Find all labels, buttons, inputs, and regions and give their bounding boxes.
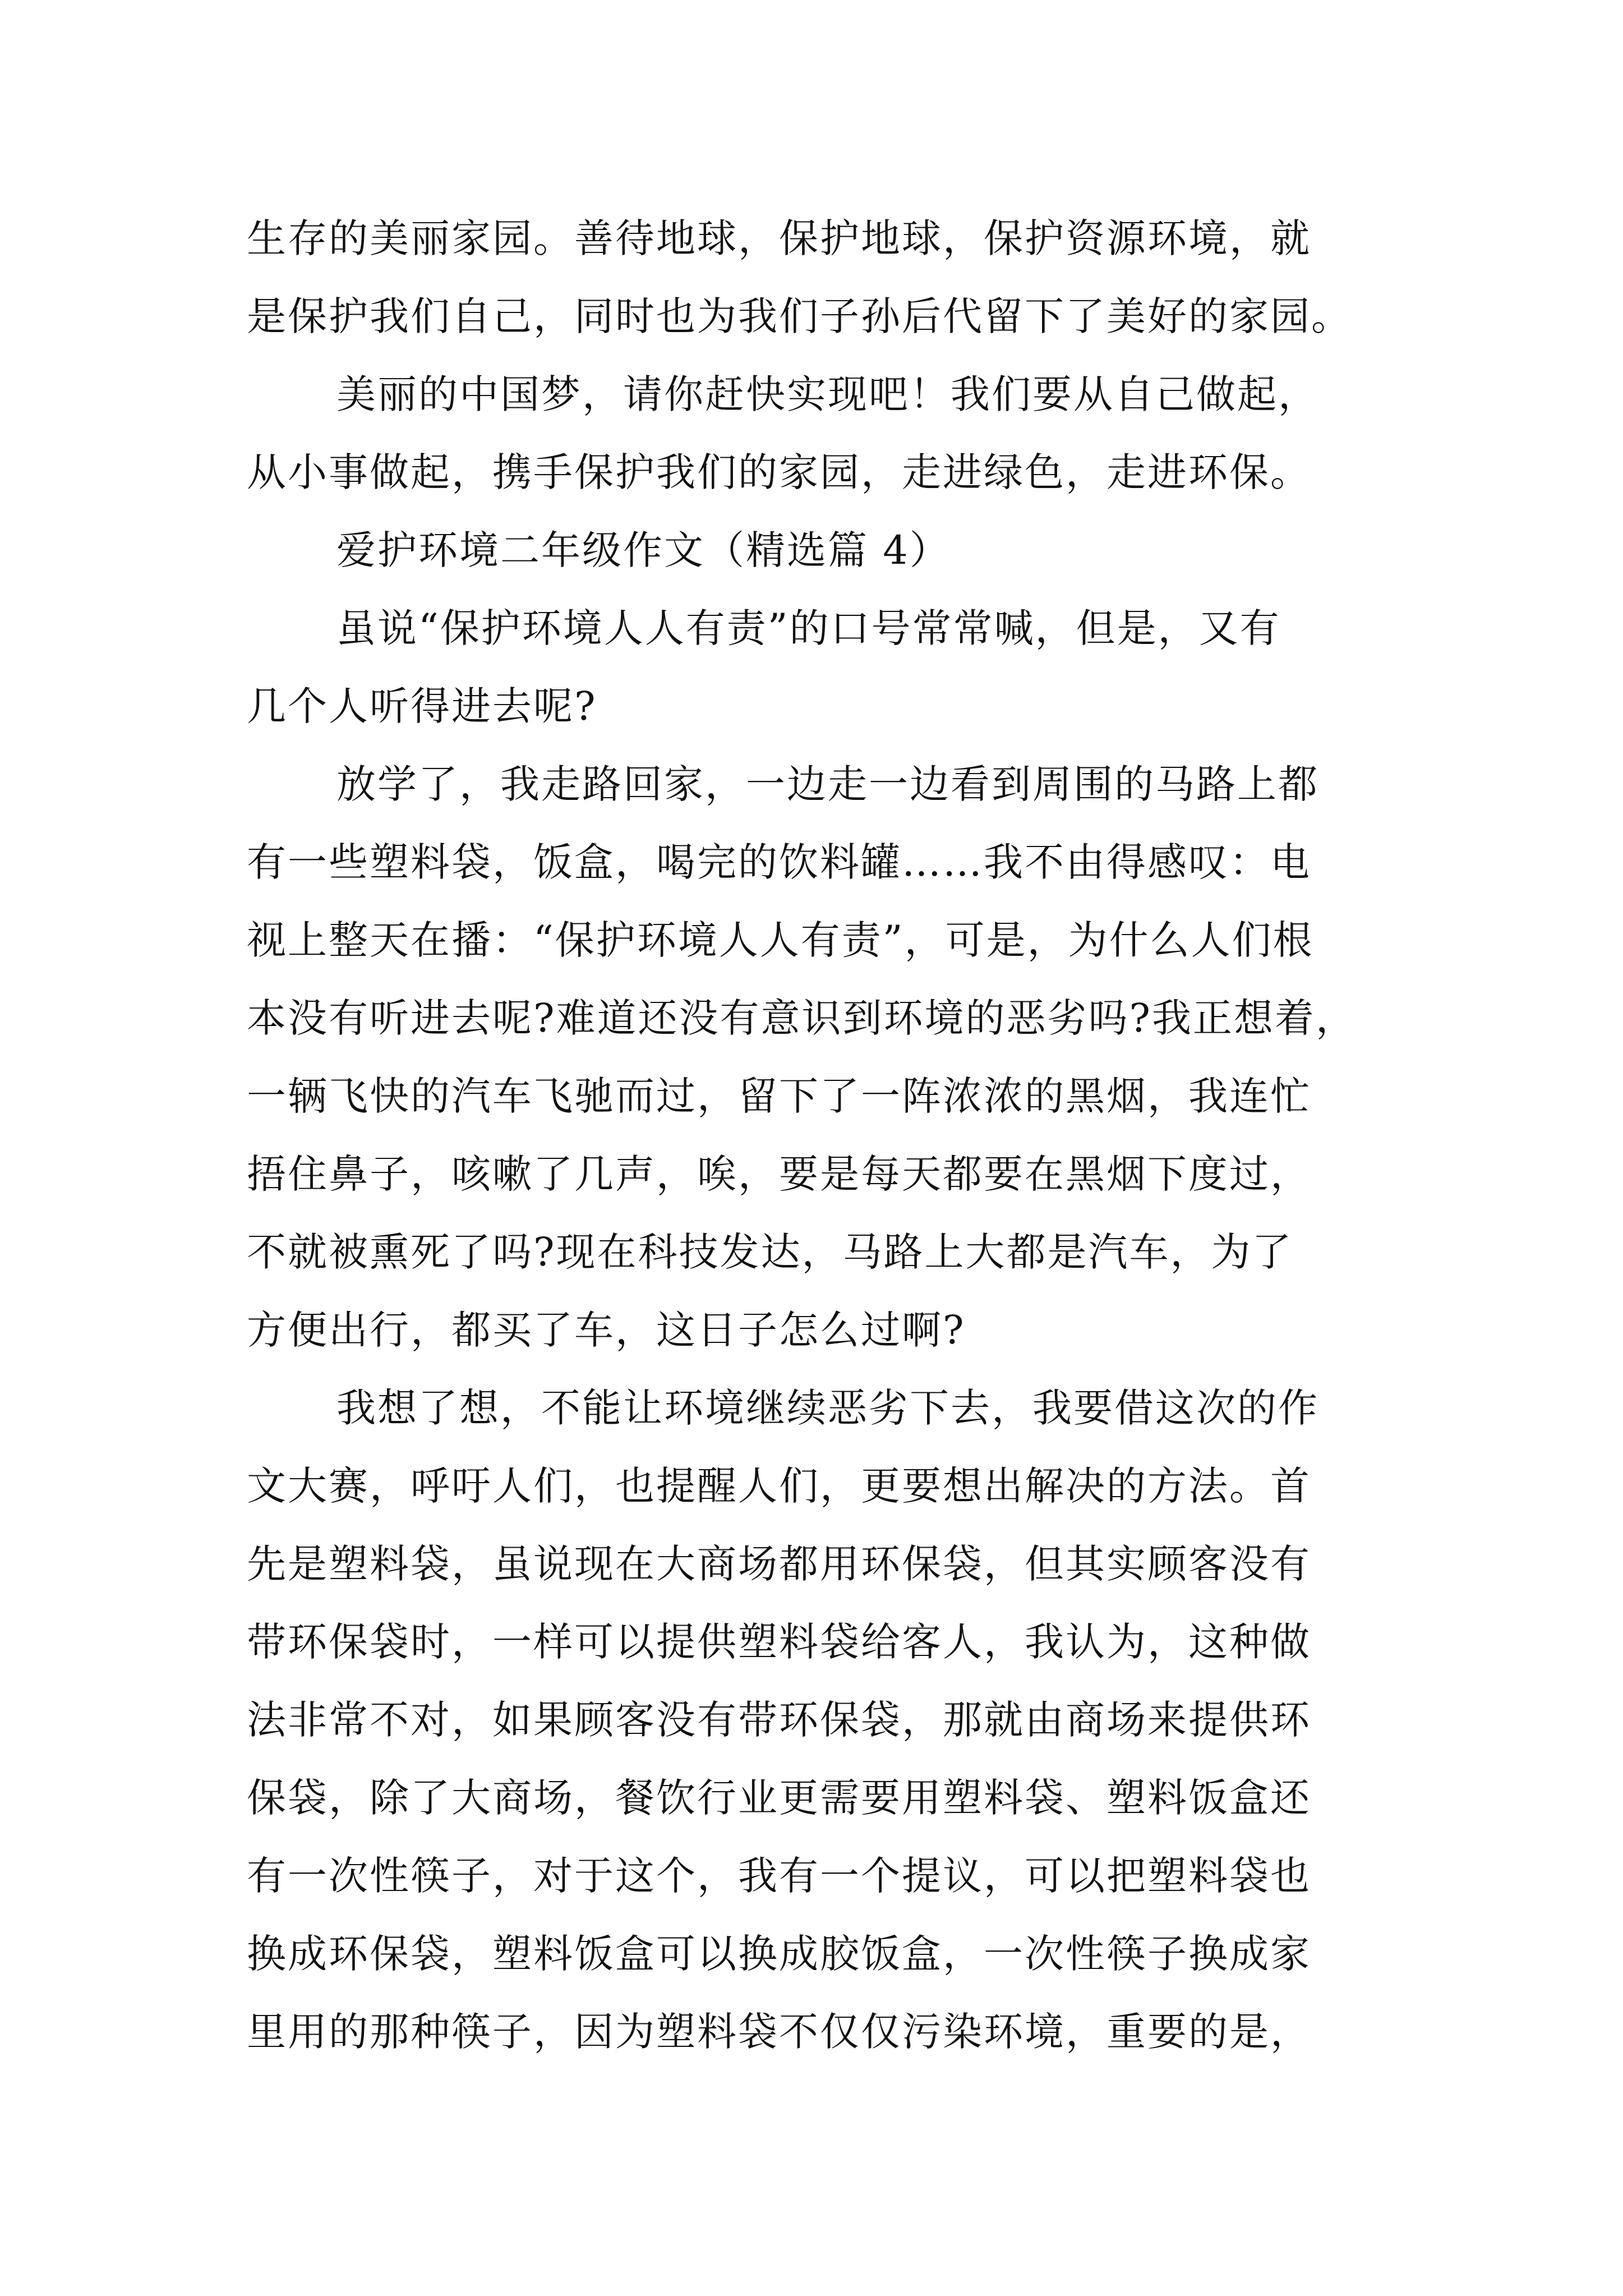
section-heading: 爱护环境二年级作文（精选篇 4） [336,527,951,573]
text-line: 我想了想，不能让环境继续恶劣下去，我要借这次的作 [336,1385,1319,1431]
text-line: 带环保袋时，一样可以提供塑料袋给客人，我认为，这种做 [247,1619,1311,1665]
text-line: 里用的那种筷子，因为塑料袋不仅仅污染环境，重要的是， [247,2009,1311,2055]
text-line: 从小事做起，携手保护我们的家园，走进绿色，走进环保。 [247,449,1311,495]
text-line: 本没有听进去呢?难道还没有意识到环境的恶劣吗?我正想着， [247,995,1357,1041]
text-line: 美丽的中国梦，请你赶快实现吧！我们要从自己做起， [336,371,1319,417]
text-line: 生存的美丽家园。善待地球，保护地球，保护资源环境，就 [247,215,1311,261]
text-line: 法非常不对，如果顾客没有带环保袋，那就由商场来提供环 [247,1697,1311,1743]
text-line: 不就被熏死了吗?现在科技发达，马路上大都是汽车，为了 [247,1229,1293,1275]
text-line: 视上整天在播：“保护环境人人有责”，可是，为什么人们根 [247,917,1314,963]
text-line: 一辆飞快的汽车飞驰而过，留下了一阵浓浓的黑烟，我连忙 [247,1073,1311,1119]
text-line: 先是塑料袋，虽说现在大商场都用环保袋，但其实顾客没有 [247,1541,1311,1587]
text-line: 保袋，除了大商场，餐饮行业更需要用塑料袋、塑料饭盒还 [247,1775,1311,1821]
text-line: 有一次性筷子，对于这个，我有一个提议，可以把塑料袋也 [247,1853,1311,1899]
text-line: 方便出行，都买了车，这日子怎么过啊? [247,1307,966,1353]
text-line: 换成环保袋，塑料饭盒可以换成胶饭盒，一次性筷子换成家 [247,1931,1311,1977]
text-line: 放学了，我走路回家，一边走一边看到周围的马路上都 [336,761,1319,807]
text-line: 文大赛，呼吁人们，也提醒人们，更要想出解决的方法。首 [247,1463,1311,1509]
text-line: 有一些塑料袋，饭盒，喝完的饮料罐……我不由得感叹：电 [247,839,1311,885]
text-line: 几个人听得进去呢? [247,683,597,729]
text-line: 捂住鼻子，咳嗽了几声，唉，要是每天都要在黑烟下度过， [247,1151,1311,1197]
text-line: 虽说“保护环境人人有责”的口号常常喊，但是，又有 [336,605,1281,651]
text-line: 是保护我们自己，同时也为我们子孙后代留下了美好的家园。 [247,293,1352,339]
